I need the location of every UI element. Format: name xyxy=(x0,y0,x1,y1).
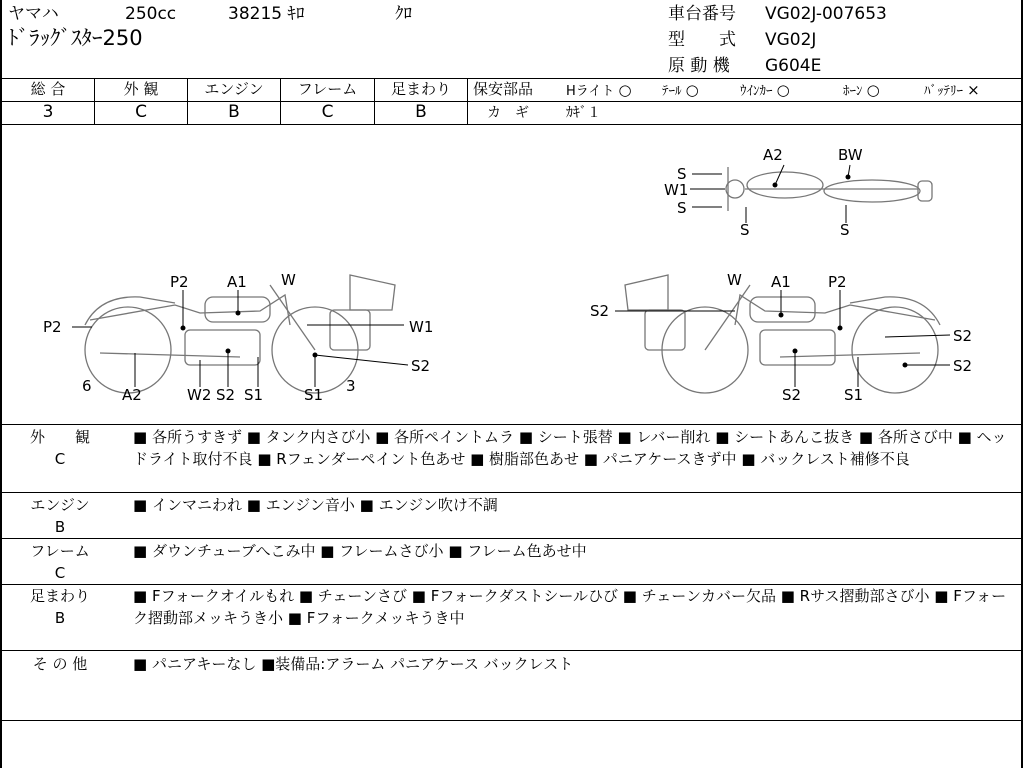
left-bike-engine xyxy=(185,330,260,365)
diagram-label: 6 xyxy=(82,377,92,395)
safety-battery-mark: × xyxy=(967,81,980,99)
section-exterior-title: 外 観 xyxy=(29,428,90,446)
damage-point xyxy=(773,183,778,188)
rule xyxy=(0,538,1023,539)
type-label: 型 式 xyxy=(668,30,736,50)
section-engine-label xyxy=(10,494,110,538)
top-view-headlight xyxy=(726,180,744,198)
left-bike-fork xyxy=(270,285,315,350)
damage-point xyxy=(903,363,908,368)
safety-horn-mark: ○ xyxy=(866,81,880,99)
diagram-label: S1 xyxy=(304,386,324,404)
key-value: ｶｷﾞ１ xyxy=(566,105,601,121)
rule xyxy=(0,492,1023,493)
damage-point xyxy=(846,175,851,180)
color: ｸﾛ xyxy=(395,4,412,24)
section-frame-label xyxy=(10,540,110,584)
diagram-label: 3 xyxy=(346,377,356,395)
right-bike-rear-wheel xyxy=(852,307,938,393)
damage-point xyxy=(226,349,231,354)
damage-diagram xyxy=(0,125,1023,425)
section-suspension-label xyxy=(10,585,110,629)
damage-point xyxy=(313,353,318,358)
diagram-label: W2 xyxy=(187,386,212,404)
diagram-label: S xyxy=(740,221,750,239)
diagram-label: S2 xyxy=(782,386,802,404)
grade-overall-value: 3 xyxy=(42,102,54,122)
model-name: ﾄﾞﾗｯｸﾞｽﾀｰ250 xyxy=(8,26,143,50)
damage-point xyxy=(793,349,798,354)
col-rule xyxy=(467,78,468,125)
grade-frame-value: C xyxy=(321,102,334,122)
diagram-label: S1 xyxy=(844,386,864,404)
section-other-notes: ■ パニアキーなし ■装備品:アラーム パニアケース バックレスト xyxy=(133,655,574,673)
safety-label: 保安部品 xyxy=(473,80,534,98)
rule xyxy=(0,424,1023,425)
section-suspension-title: 足まわり xyxy=(29,587,90,605)
section-other-title: そ の 他 xyxy=(32,655,88,673)
diagram-label: P2 xyxy=(170,273,189,291)
damage-point xyxy=(181,326,186,331)
left-bike-rear-wheel xyxy=(85,307,171,393)
rule xyxy=(468,101,1023,102)
diagram-label: A1 xyxy=(227,273,247,291)
leader-line xyxy=(885,335,950,337)
section-other-label xyxy=(10,653,110,675)
rule xyxy=(0,78,1023,79)
diagram-label: W xyxy=(727,271,742,289)
diagram-label: S xyxy=(677,199,687,217)
right-bike-exhaust xyxy=(780,353,920,357)
safety-winker-name: ｳｲﾝｶｰ xyxy=(740,84,773,99)
safety-tail xyxy=(662,83,699,98)
rule xyxy=(0,720,1023,721)
grade-exterior-value: C xyxy=(135,102,147,122)
mileage: 38215 ｷﾛ xyxy=(228,4,305,24)
key-label: カ ギ xyxy=(487,105,529,121)
section-exterior-label xyxy=(10,426,110,470)
leader-line xyxy=(315,355,408,365)
safety-headlight xyxy=(566,83,632,98)
section-suspension-notes: ■ Fフォークオイルもれ ■ チェーンさび ■ Fフォークダストシールひび ■ チェーンカバー欠品 ■ Rサス摺動部さび小 ■ Fフォーク摺動部メッキうき小 ■ Fフォークメッキうき中 xyxy=(133,587,1007,627)
diagram-label: S xyxy=(840,221,850,239)
safety-battery-name: ﾊﾞｯﾃﾘｰ xyxy=(924,84,963,99)
diagram-label: S2 xyxy=(590,302,610,320)
diagram-label: P2 xyxy=(828,273,847,291)
section-suspension-grade: B xyxy=(54,609,66,627)
grade-engine-label: エンジン xyxy=(204,80,264,98)
damage-point xyxy=(779,313,784,318)
damage-point xyxy=(838,326,843,331)
diagram-label: BW xyxy=(838,146,863,164)
diagram-label: A2 xyxy=(763,146,783,164)
damage-point xyxy=(236,311,241,316)
left-bike-body xyxy=(90,295,290,325)
right-bike-engine xyxy=(760,330,835,365)
safety-winker-mark: ○ xyxy=(776,81,790,99)
grade-frame-label: フレーム xyxy=(297,80,358,98)
diagram-label: W1 xyxy=(664,181,689,199)
section-engine-grade: B xyxy=(54,518,66,536)
leader-line xyxy=(775,165,784,185)
diagram-label: W1 xyxy=(409,318,434,336)
section-exterior-grade: C xyxy=(54,450,66,468)
type: VG02J xyxy=(765,30,817,50)
grade-suspension-value: B xyxy=(415,102,427,122)
diagram-label: A2 xyxy=(122,386,142,404)
section-frame-title: フレーム xyxy=(30,542,90,560)
left-bike-windshield xyxy=(350,275,395,310)
frame-no-label: 車台番号 xyxy=(668,4,736,24)
diagram-label: P2 xyxy=(43,318,62,336)
safety-tail-name: ﾃｰﾙ xyxy=(662,84,682,99)
safety-horn xyxy=(843,83,880,98)
right-bike-fork xyxy=(705,285,750,350)
maker: ヤマハ xyxy=(8,4,59,24)
safety-headlight-mark: ○ xyxy=(618,81,632,99)
grade-overall-label: 総 合 xyxy=(30,80,66,98)
diagram-label: S xyxy=(677,165,687,183)
top-view-seat xyxy=(824,180,920,202)
safety-horn-name: ﾎｰﾝ xyxy=(843,84,863,99)
diagram-label: S2 xyxy=(953,327,973,345)
diagram-label: S2 xyxy=(216,386,236,404)
diagram-label: S1 xyxy=(244,386,264,404)
section-exterior-notes: ■ 各所うすきず ■ タンク内さび小 ■ 各所ペイントムラ ■ シート張替 ■ レバー削れ ■ シートあんこ抜き ■ 各所さび中 ■ ヘッドライト取付不良 ■ Rフェンダーペイント色あせ ■ 樹脂部色あせ ■ パニアケースきず中 ■ バックレスト補修不良 xyxy=(133,428,1007,468)
diagram-label: W xyxy=(281,271,296,289)
left-bike-pannier xyxy=(330,310,370,350)
section-frame-notes: ■ ダウンチューブへこみ中 ■ フレームさび小 ■ フレーム色あせ中 xyxy=(133,542,587,560)
diagram-label: A1 xyxy=(771,273,791,291)
safety-headlight-name: Hライト xyxy=(566,84,615,99)
section-frame-grade: C xyxy=(54,564,66,582)
diagram-label: S2 xyxy=(411,357,431,375)
grade-exterior-label: 外 観 xyxy=(123,80,159,98)
diagram-label: S2 xyxy=(953,357,973,375)
displacement: 250cc xyxy=(125,4,177,24)
left-bike-rear-fender xyxy=(85,297,175,325)
right-bike-windshield xyxy=(625,275,668,310)
right-bike-body xyxy=(735,295,935,325)
section-engine-title: エンジン xyxy=(30,496,90,514)
grade-suspension-label: 足まわり xyxy=(390,80,451,98)
safety-battery xyxy=(924,83,980,98)
section-engine-notes: ■ インマニわれ ■ エンジン音小 ■ エンジン吹け不調 xyxy=(133,496,498,514)
safety-winker xyxy=(740,83,790,98)
top-view-tank xyxy=(747,172,823,198)
grade-engine-value: B xyxy=(228,102,240,122)
right-bike-tank xyxy=(750,297,815,322)
rule xyxy=(0,650,1023,651)
engine-label: 原 動 機 xyxy=(668,56,730,76)
safety-tail-mark: ○ xyxy=(685,81,699,99)
engine-code: G604E xyxy=(765,56,822,76)
frame-no: VG02J-007653 xyxy=(765,4,887,24)
